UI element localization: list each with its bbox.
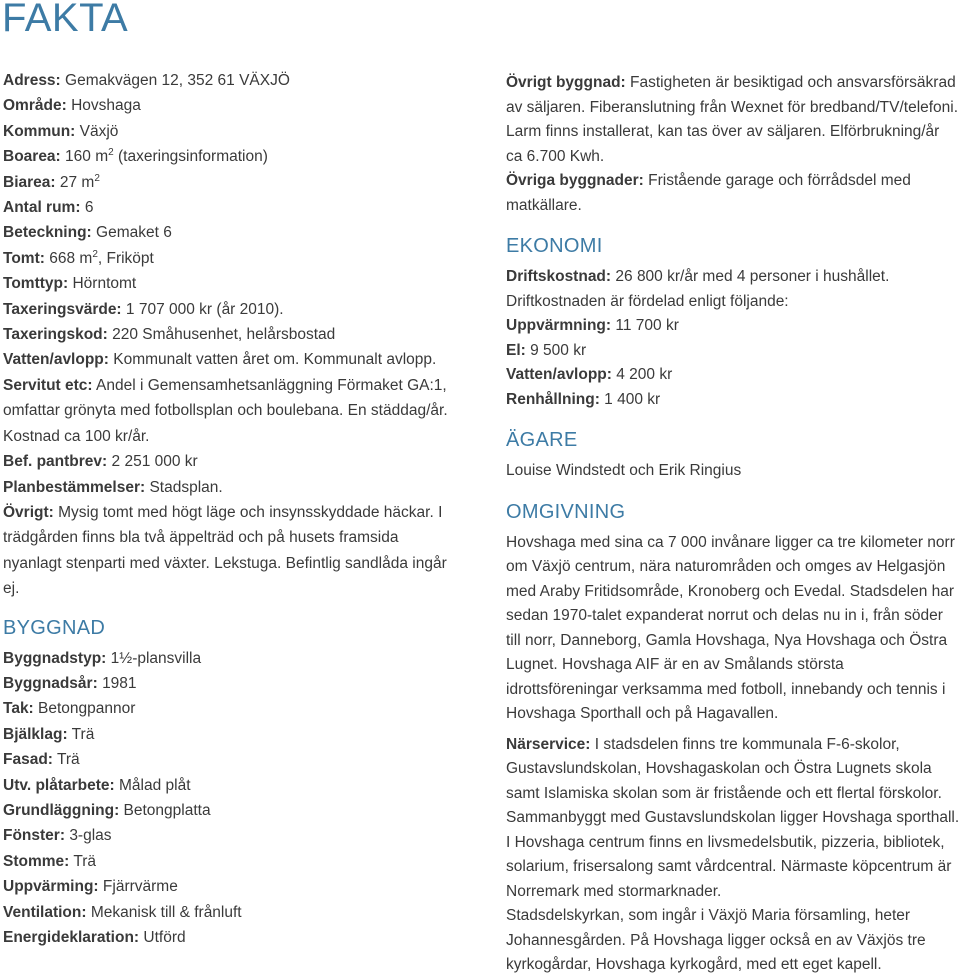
cost-row <box>506 388 960 413</box>
fact-row-value: 220 Småhusenhet, helårsbostad <box>112 326 336 344</box>
byggnad-row-key: Stomme: <box>3 852 70 870</box>
fact-row-key: Bef. pantbrev: <box>3 453 108 471</box>
cost-row-value: 11 700 kr <box>615 317 679 334</box>
fact-row-key: Övrigt: <box>3 503 54 521</box>
fact-row-value: Stadsplan. <box>149 478 223 496</box>
fact-row <box>3 220 455 245</box>
fact-row-value: Hörntomt <box>72 275 137 293</box>
byggnad-row-value: Fjärrvärme <box>102 878 178 896</box>
fact-row <box>3 297 455 322</box>
fact-row-key: Servitut etc: <box>3 376 93 394</box>
byggnad-heading: BYGGNAD <box>3 616 106 639</box>
fact-row-key: Område: <box>3 97 67 115</box>
byggnad-row-key: Utv. plåtarbete: <box>3 776 115 794</box>
fact-row <box>3 322 455 347</box>
byggnad-row-value: 1981 <box>102 674 137 692</box>
cost-row <box>506 339 960 364</box>
fact-row-value-suffix: , Friköpt <box>97 249 154 267</box>
fact-row <box>3 475 455 500</box>
right-column <box>506 71 960 978</box>
fact-row-value: Gemakvägen 12, 352 61 VÄXJÖ <box>65 72 290 89</box>
byggnad-row-key: Byggnadsår: <box>3 674 98 692</box>
fact-row-key: Antal rum: <box>3 199 81 217</box>
left-column <box>3 68 455 950</box>
byggnad-row-value: Trä <box>57 751 80 769</box>
cost-row-key: Uppvärmning: <box>506 317 612 334</box>
byggnad-row-key: Byggnadstyp: <box>3 649 107 667</box>
fact-row-key: Kommun: <box>3 122 76 140</box>
ovriga-byggnader-key: Övriga byggnader: <box>506 172 644 189</box>
byggnad-row-key: Fasad: <box>3 751 53 769</box>
fact-row <box>3 144 455 169</box>
byggnad-row <box>3 696 455 721</box>
facts-list <box>3 68 455 602</box>
cost-row <box>506 363 960 388</box>
fact-row-superscript: 2 <box>108 147 114 159</box>
fact-row-superscript: 2 <box>94 172 100 184</box>
fact-row-value: Kommunalt vatten året om. Kommunalt avlopp. <box>113 351 437 369</box>
page-title: FAKTA <box>2 0 129 40</box>
cost-row-value: 4 200 kr <box>616 366 673 383</box>
fact-row <box>3 68 455 93</box>
byggnad-row <box>3 900 455 925</box>
cost-row-key: Vatten/avlopp: <box>506 366 612 383</box>
byggnad-row-key: Fönster: <box>3 827 65 845</box>
ekonomi-heading: EKONOMI <box>506 235 603 257</box>
fact-row-key: Adress: <box>3 72 61 89</box>
byggnad-row-value: Målad plåt <box>119 776 191 794</box>
fact-row-value: Andel i Gemensamhetsanläggning Förmaket GA:1, omfattar grönyta med fotbollsplan och boulebana. En städdag/år. Kostnad ca 100 kr/år. <box>3 376 448 445</box>
fact-row <box>3 347 455 372</box>
byggnad-row <box>3 798 455 823</box>
fact-row-value: 668 m <box>49 249 93 267</box>
kyrka-text: Stadsdelskyrkan, som ingår i Växjö Maria församling, heter Johannesgården. På Hovshaga ligger också en av Växjös tre kyrkogårdar, Hovshaga kyrkogård, med ett eget kapell. <box>506 907 926 973</box>
fact-row-key: Planbestämmelser: <box>3 478 146 496</box>
centrum-text: I Hovshaga centrum finns en livsmedelsbutik, pizzeria, bibliotek, solarium, frisersalong samt vårdcentral. Närmaste köpcentrum är Norremark med stormarknader. <box>506 833 952 900</box>
byggnad-row <box>3 747 455 772</box>
fact-row-key: Tomt: <box>3 249 45 267</box>
fact-row-value-suffix: (taxeringsinformation) <box>118 148 268 166</box>
driftskostnad-row <box>506 265 960 290</box>
byggnad-row-value: Utförd <box>143 929 186 946</box>
fact-row-key: Boarea: <box>3 148 61 166</box>
fact-row-value: Gemaket 6 <box>96 224 172 242</box>
fact-row-key: Taxeringskod: <box>3 326 108 344</box>
ovrigt-byggnad-value: Fastigheten är besiktigad och ansvarsförsäkrad av säljaren. Fiberanslutning från Wexnet för bredband/TV/telefoni. Larm finns installerat, kan tas över av säljaren. Elförbrukning/år ca 6.700 Kwh. <box>506 74 959 165</box>
fact-row-key: Beteckning: <box>3 224 92 242</box>
byggnad-row <box>3 671 455 696</box>
byggnad-row <box>3 823 455 848</box>
byggnad-row <box>3 646 455 671</box>
byggnad-row-key: Bjälklag: <box>3 725 68 743</box>
fact-row <box>3 271 455 296</box>
fact-row-key: Biarea: <box>3 173 56 191</box>
fact-row-superscript: 2 <box>92 248 98 260</box>
fact-row <box>3 500 455 602</box>
fact-row-key: Vatten/avlopp: <box>3 351 109 369</box>
narservice-key: Närservice: <box>506 735 591 753</box>
fact-row <box>3 195 455 220</box>
fordelning-text: Driftkostnaden är fördelad enligt följande: <box>506 292 789 310</box>
byggnad-row <box>3 849 455 874</box>
byggnad-row <box>3 874 455 899</box>
fact-row-value: 1 707 000 kr (år 2010). <box>125 300 284 318</box>
narservice-row <box>506 733 960 831</box>
cost-row-key: Renhållning: <box>506 390 600 408</box>
fact-row-value: Mysig tomt med högt läge och insynsskyddade häckar. I trädgården finns bla två äppelträd och på husets framsida nyanlagt stenparti med växter. Lekstuga. Befintlig sandlåda ingår ej. <box>3 503 447 598</box>
omgivning-text: Hovshaga med sina ca 7 000 invånare ligger ca tre kilometer norr om Växjö centrum, nära naturområden och omges av Helgasjön med Araby Fritidsområde, Kronoberg och Evedal. Stadsdelen har sedan 1970-talet expanderat norrut och delas nu in i, från söder till norr, Danneborg, Gamla Hovshaga, Nya Hovshaga och Östra Lugnet. Hovshaga AIF är en av Smålands största idrottsföreningar verksamma med fotboll, innebandy och tennis i Hovshaga Sporthall och på Hagavallen. <box>506 533 955 722</box>
byggnad-row-value: 3-glas <box>69 827 112 845</box>
costs-list <box>506 314 960 412</box>
fact-row <box>3 93 455 118</box>
byggnad-row-value: Betongpannor <box>38 700 136 718</box>
fact-row <box>3 246 455 271</box>
byggnad-list <box>3 646 455 951</box>
byggnad-row-key: Tak: <box>3 700 34 718</box>
fact-row-key: Tomttyp: <box>3 275 69 293</box>
byggnad-row-key: Uppvärming: <box>3 878 99 896</box>
byggnad-row-key: Grundläggning: <box>3 801 120 819</box>
fact-row <box>3 119 455 144</box>
byggnad-row-value: 1½-plansvilla <box>110 649 202 667</box>
cost-row <box>506 314 960 339</box>
agare-heading: ÄGARE <box>506 429 578 451</box>
fact-row <box>3 449 455 474</box>
omgivning-heading: OMGIVNING <box>506 500 626 523</box>
cost-row-value: 9 500 kr <box>530 341 587 359</box>
ovriga-byggnader-value: Fristående garage och förrådsdel med matkällare. <box>506 172 911 214</box>
byggnad-row <box>3 773 455 798</box>
fact-row-value: Växjö <box>79 122 119 140</box>
fact-row-value: 27 m <box>59 173 95 191</box>
ovrigt-byggnad-key: Övrigt byggnad: <box>506 74 626 91</box>
byggnad-row-value: Trä <box>71 725 95 743</box>
fact-row-value: 160 m <box>65 148 109 166</box>
cost-row-key: El: <box>506 341 526 359</box>
fact-row-value: 2 251 000 kr <box>111 453 198 471</box>
fact-row-key: Taxeringsvärde: <box>3 300 122 318</box>
byggnad-row-key: Ventilation: <box>3 903 87 921</box>
byggnad-row-value: Mekanisk till & frånluft <box>90 903 242 921</box>
fact-row <box>3 170 455 195</box>
ovrigt-byggnad-row <box>506 71 960 169</box>
byggnad-row <box>3 722 455 747</box>
cost-row-value: 1 400 kr <box>604 390 661 408</box>
ovriga-byggnader-row <box>506 169 960 218</box>
narservice-value: I stadsdelen finns tre kommunala F-6-skolor, Gustavslundskolan, Hovshagaskolan och Östra Lugnets skola samt Islamiska skolan som är fristående och ett flertal förskolor. Sammanbyggt med Gustavslundskolan ligger Hovshaga sporthall. <box>506 735 960 826</box>
byggnad-row-value: Betongplatta <box>123 801 211 819</box>
driftskostnad-value: 26 800 kr/år med 4 personer i hushållet. <box>615 268 890 285</box>
fact-row <box>3 373 455 449</box>
driftskostnad-key: Driftskostnad: <box>506 268 612 285</box>
byggnad-row-key: Energideklaration: <box>3 929 140 946</box>
fact-row-value: Hovshaga <box>71 97 141 115</box>
byggnad-row <box>3 925 455 950</box>
agare-text: Louise Windstedt och Erik Ringius <box>506 462 742 479</box>
fact-row-value: 6 <box>84 199 94 217</box>
byggnad-row-value: Trä <box>73 852 97 870</box>
